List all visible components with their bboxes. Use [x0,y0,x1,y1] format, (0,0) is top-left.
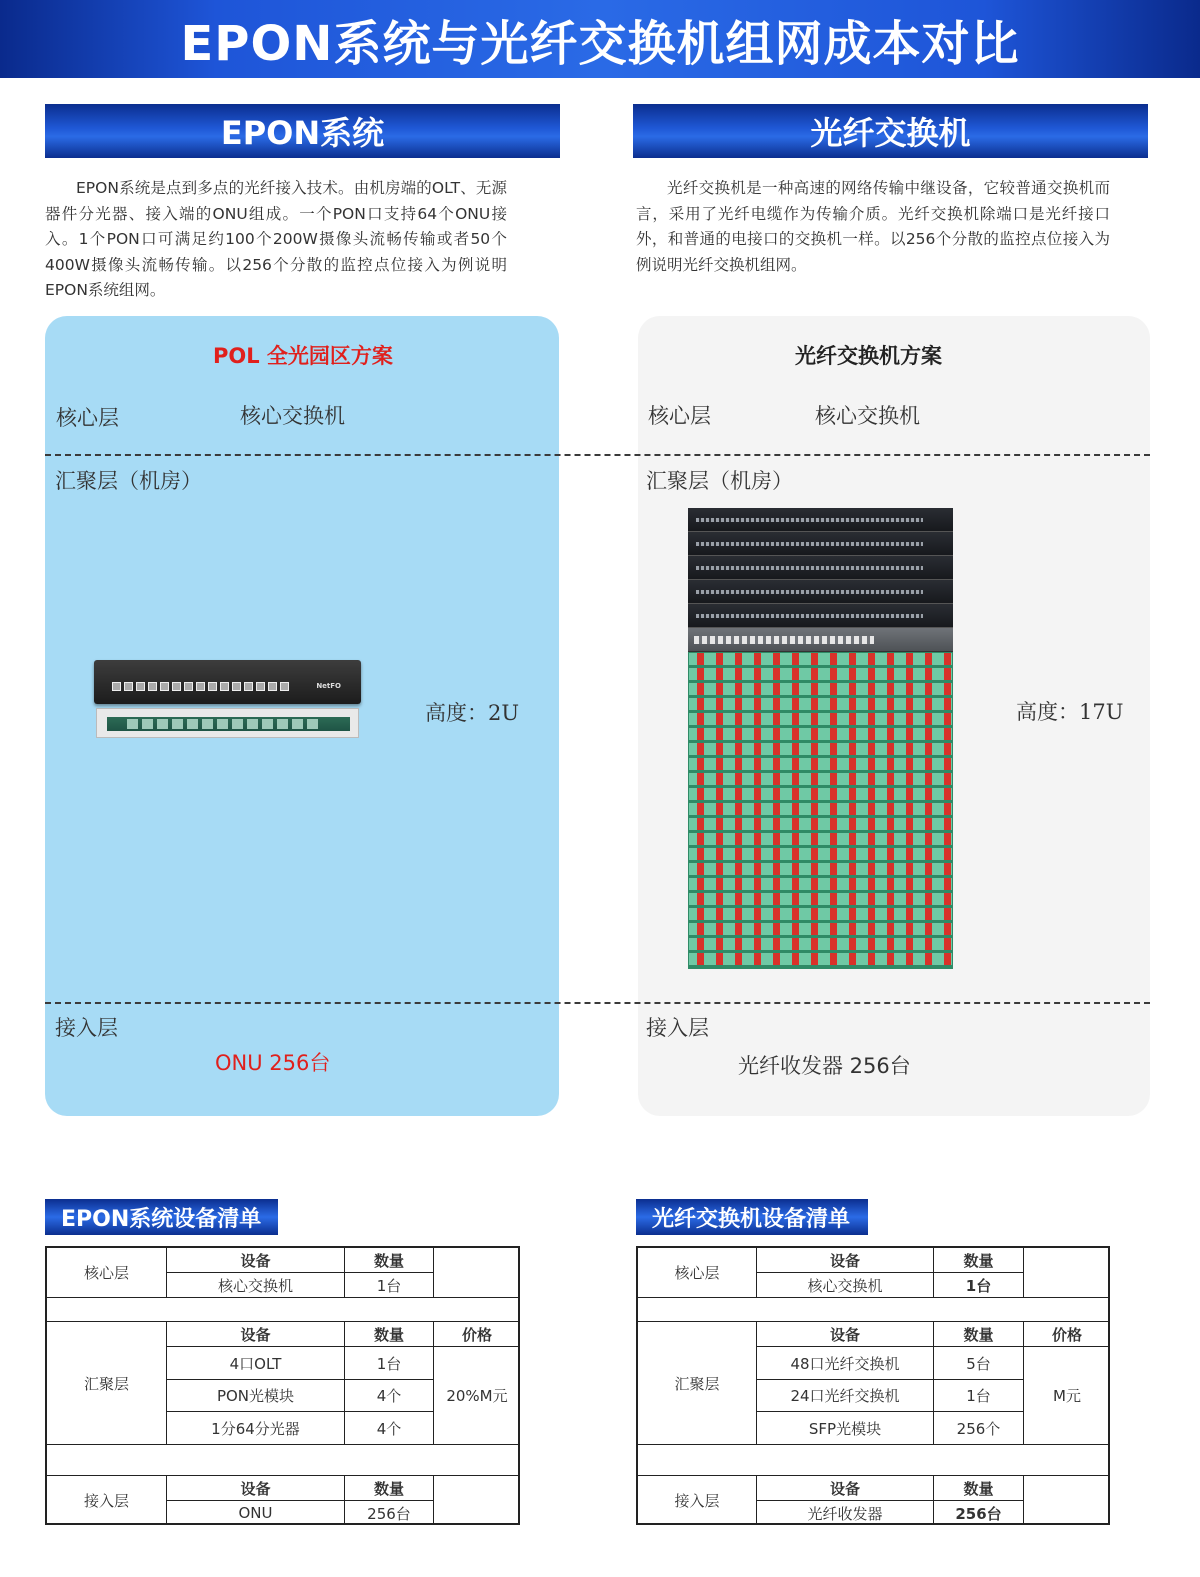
epon-core-layer-label: 核心层 [56,406,119,430]
epon-equipment-table [45,1246,520,1525]
table-cell-device: 核心交换机 [756,1273,933,1298]
table-cell-layer: 汇聚层 [638,1322,756,1445]
table-header-quantity: 数量 [344,1248,433,1273]
table-cell-layer: 汇聚层 [47,1322,166,1445]
table-cell-quantity: 256台 [933,1501,1023,1525]
fiber-equipment-table [636,1246,1110,1525]
table-cell-device: SFP光模块 [756,1412,933,1445]
table-header-device: 设备 [166,1322,344,1347]
table-cell-quantity: 1台 [933,1273,1023,1298]
fiber-switch-section-header: 光纤交换机 [633,104,1148,158]
table-cell-price: 20%M元 [433,1347,520,1445]
fiber-core-layer-label: 核心层 [648,404,711,428]
table-cell-device: ONU [166,1501,344,1525]
splitter-device-image [96,708,359,738]
table-cell-quantity: 5台 [933,1347,1023,1380]
fiber-switch-panel-title: 光纤交换机方案 [795,344,942,368]
fiber-aggregation-layer-label: 汇聚层（机房） [646,469,793,493]
table-header-price: 价格 [1023,1322,1110,1347]
table-cell-quantity: 4个 [344,1380,433,1412]
epon-access-value: ONU 256台 [215,1051,331,1075]
table-cell-device: 48口光纤交换机 [756,1347,933,1380]
epon-section-header: EPON系统 [45,104,560,158]
fiber-switch-stack-image [688,508,953,969]
table-cell-layer: 接入层 [83,1492,129,1510]
core-aggregation-divider [45,454,1150,456]
table-header-price: 价格 [433,1322,520,1347]
fiber-switch-description: 光纤交换机是一种高速的网络传输中继设备，它较普通交换机而言，采用了光纤电缆作为传输介质。光纤交换机除端口是光纤接口外，和普通的电接口的交换机一样。以256个分散的监控点位接入为例说明光纤交换机组网。 [636,179,1110,274]
table-header-device: 设备 [756,1248,933,1273]
table-cell-quantity: 256台 [344,1501,433,1525]
table-cell-quantity: 4个 [344,1412,433,1445]
epon-panel-title: POL 全光园区方案 [213,344,393,368]
table-header-device: 设备 [166,1248,344,1273]
table-cell-device: 核心交换机 [166,1273,344,1298]
table-spacer-row [638,1445,1110,1476]
table-cell-quantity: 1台 [344,1347,433,1380]
table-spacer-row [638,1298,1110,1322]
table-header-device: 设备 [166,1476,344,1501]
fiber-access-value: 光纤收发器 256台 [738,1054,911,1078]
table-header-quantity: 数量 [344,1476,433,1501]
table-cell-device: 4口OLT [166,1347,344,1380]
epon-access-layer-label: 接入层 [55,1016,118,1040]
fiber-access-layer-label: 接入层 [646,1016,709,1040]
table-header-quantity: 数量 [933,1248,1023,1273]
table-cell-layer: 核心层 [638,1248,756,1298]
table-cell-quantity: 1台 [344,1273,433,1298]
table-cell-quantity: 1台 [933,1380,1023,1412]
olt-brand-label: NetFO [316,682,341,690]
epon-core-device-label: 核心交换机 [240,404,345,428]
main-title-banner [0,0,1200,78]
epon-equipment-list-title: EPON系统设备清单 [45,1199,278,1235]
page-title: EPON系统与光纤交换机组网成本对比 [180,15,1020,72]
table-header-quantity: 数量 [933,1322,1023,1347]
table-cell-layer: 接入层 [674,1492,720,1510]
table-header-device: 设备 [756,1322,933,1347]
fiber-core-device-label: 核心交换机 [815,404,920,428]
table-cell-device: 光纤收发器 [756,1501,933,1525]
epon-aggregation-layer-label: 汇聚层（机房） [55,469,202,493]
table-cell-price: M元 [1023,1347,1110,1445]
epon-description: EPON系统是点到多点的光纤接入技术。由机房端的OLT、无源器件分光器、接入端的ONU组成。一个PON口支持64个ONU接入。1个PON口可满足约100个200W摄像头流畅传输或者50个400W摄像头流畅传输。以256个分散的监控点位接入为例说明EPON系统组网。 [45,179,507,299]
table-cell-layer: 核心层 [47,1248,166,1298]
table-cell-device: 1分64分光器 [166,1412,344,1445]
table-spacer-row [47,1445,520,1476]
table-cell-device: 24口光纤交换机 [756,1380,933,1412]
table-header-quantity: 数量 [933,1476,1023,1501]
olt-device-image [94,660,361,704]
table-header-device: 设备 [756,1476,933,1501]
table-cell-quantity: 256个 [933,1412,1023,1445]
fiber-equipment-list-title: 光纤交换机设备清单 [636,1199,868,1235]
aggregation-access-divider [45,1002,1150,1004]
table-cell-device: PON光模块 [166,1380,344,1412]
epon-height-label: 高度：2U [425,701,520,725]
table-spacer-row [47,1298,520,1322]
fiber-height-label: 高度：17U [1016,700,1124,724]
table-header-quantity: 数量 [344,1322,433,1347]
